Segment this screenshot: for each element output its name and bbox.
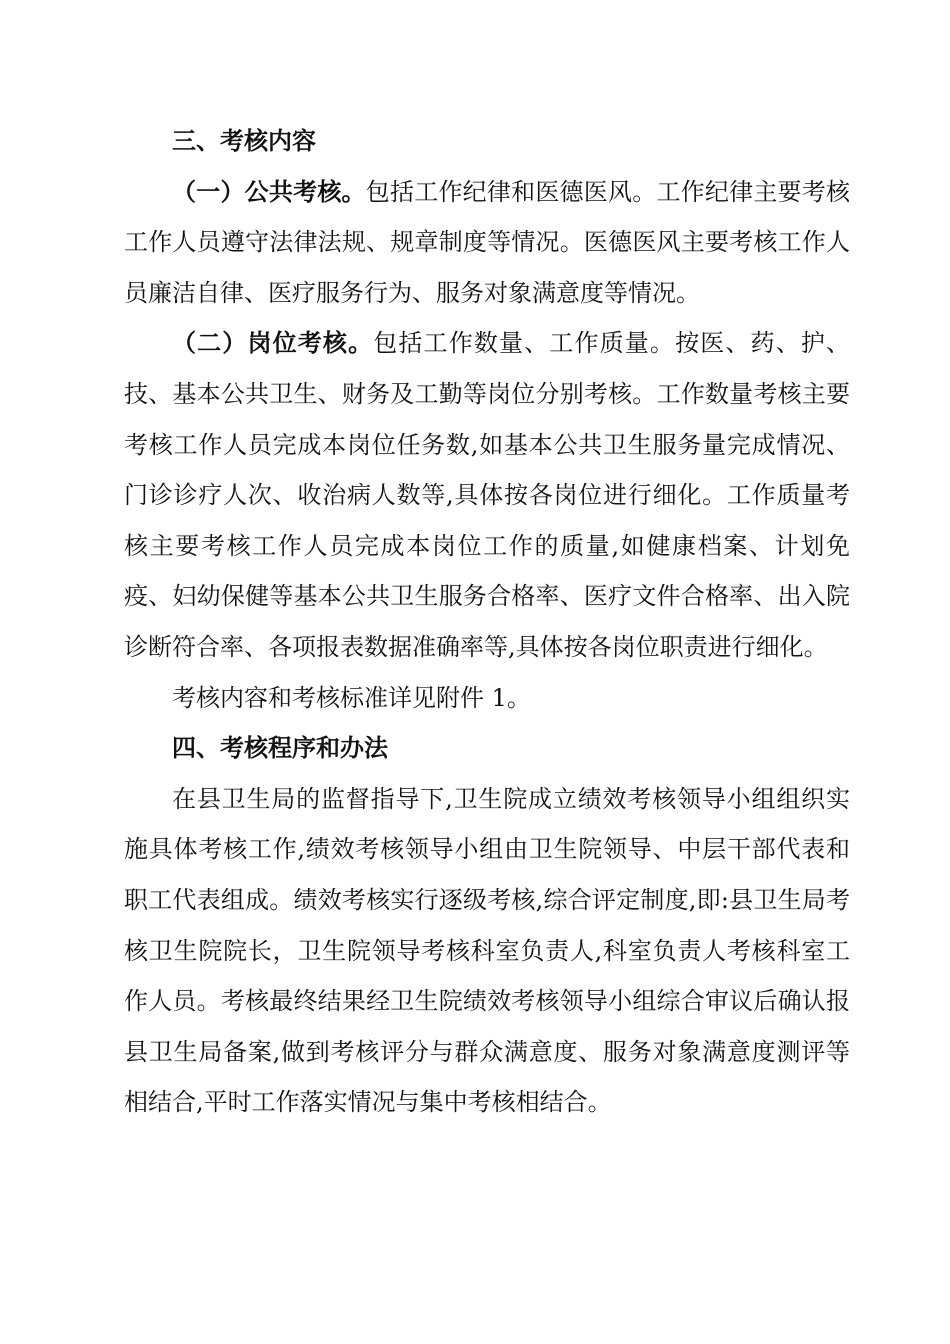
post-assessment-lead: （二）岗位考核。	[172, 328, 374, 358]
post-assessment-paragraph	[124, 318, 850, 672]
procedure-paragraph: 在县卫生局的监督指导下,卫生院成立绩效考核领导小组组织实施具体考核工作,绩效考核领导小组由卫生院领导、中层干部代表和职工代表组成。绩效考核实行逐级考核,综合评定制度,即:县卫生局考核卫生院院长，卫生院领导考核科室负责人,科室负责人考核科室工作人员。考核最终结果经卫生院绩效考核领导小组综合审议后确认报县卫生局备案,做到考核评分与群众满意度、服务对象满意度测评等相结合,平时工作落实情况与集中考核相结合。	[124, 784, 850, 1117]
public-assessment-text: 包括工作纪律和医德医风。工作纪律主要考核工作人员遵守法律法规、规章制度等情况。医德医风主要考核工作人员廉洁自律、医疗服务行为、服务对象满意度等情况。	[124, 177, 851, 307]
public-assessment-paragraph	[124, 167, 850, 319]
section-3-heading: 三、考核内容	[172, 126, 316, 155]
post-assessment-text: 包括工作数量、工作质量。按医、药、护、技、基本公共卫生、财务及工勤等岗位分别考核。工作数量考核主要考核工作人员完成本岗位任务数,如基本公共卫生服务量完成情况、门诊诊疗人次、收治病人数等,具体按各岗位进行细化。工作质量考核主要考核工作人员完成本岗位工作的质量,如健康档案、计划免疫、妇幼保健等基本公共卫生服务合格率、医疗文件合格率、出入院诊断符合率、各项报表数据准确率等,具体按各岗位职责进行细化。	[124, 329, 851, 661]
public-assessment-lead: （一）公共考核。	[172, 176, 366, 206]
appendix-note: 考核内容和考核标准详见附件 1。	[172, 683, 531, 712]
section-4-heading: 四、考核程序和办法	[172, 733, 388, 763]
document-page	[124, 116, 850, 1128]
